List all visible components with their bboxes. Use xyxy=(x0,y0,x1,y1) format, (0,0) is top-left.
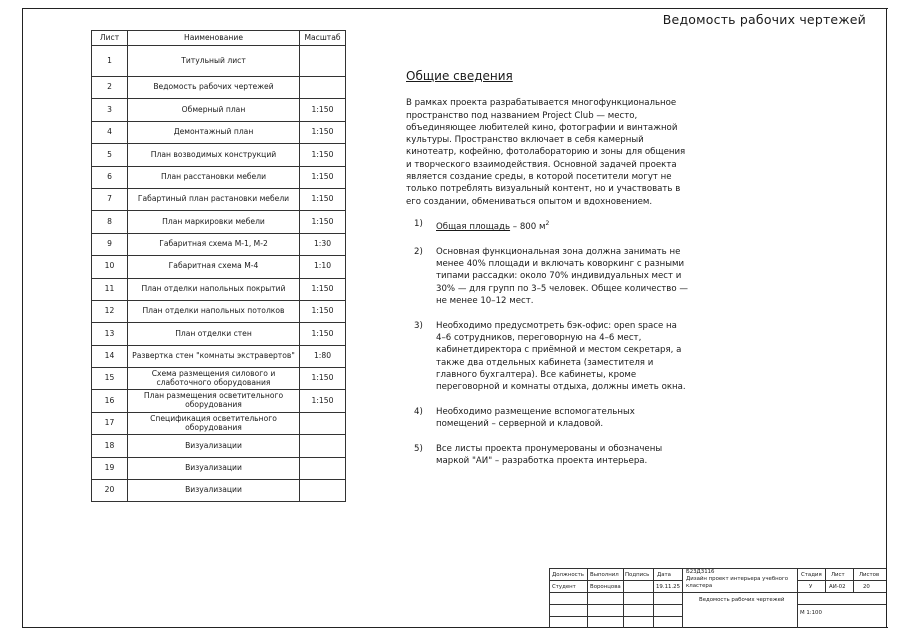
requirement-item xyxy=(406,246,688,307)
table-row xyxy=(92,457,346,479)
requirement-text: Необходимо размещение вспомогательных помещений – серверной и кладовой. xyxy=(436,406,635,430)
general-info xyxy=(406,70,688,480)
title-block-code: Б23Д3116 xyxy=(686,569,715,575)
title-block-role: Студент xyxy=(552,584,576,590)
sheet-number: 9 xyxy=(92,233,128,255)
title-block-performer: Воронцова xyxy=(590,584,621,590)
header-scale: Масштаб xyxy=(300,31,346,46)
sheet-name: Титульный лист xyxy=(128,46,300,77)
sheet-number: 17 xyxy=(92,412,128,434)
sheet-name: Габаритная схема М-1, М-2 xyxy=(128,233,300,255)
sheet-name: План расстановки мебели xyxy=(128,166,300,188)
title-block-line xyxy=(853,568,854,592)
drawing-frame-right-edge xyxy=(886,8,887,628)
title-block-role-header: Должность xyxy=(552,572,584,578)
title-block-line xyxy=(549,592,682,593)
title-block-date-header: Дата xyxy=(657,572,671,578)
sheet-number: 4 xyxy=(92,121,128,143)
title-block-sheets: 20 xyxy=(863,584,870,590)
sheet-scale: 1:150 xyxy=(300,144,346,166)
drawings-table-body xyxy=(92,46,346,502)
sheet-name: Демонтажный план xyxy=(128,121,300,143)
table-row xyxy=(92,233,346,255)
requirement-text: Основная функциональная зона должна занимать не менее 40% площади и включать коворкинг с разными типами рассадки: около 70% индивидуальных мест и 30% — для групп по 3–5 человек. Общее количество — не менее 10–12 мест. xyxy=(436,246,688,306)
sheet-number: 7 xyxy=(92,188,128,210)
sheet-number: 2 xyxy=(92,77,128,99)
sheet-number: 19 xyxy=(92,457,128,479)
sheet-number: 5 xyxy=(92,144,128,166)
sheet-scale xyxy=(300,77,346,99)
title-block-sheets-header: Листов xyxy=(859,572,880,578)
sheet-name: План возводимых конструкций xyxy=(128,144,300,166)
drawings-table xyxy=(91,30,346,502)
sheet-number: 15 xyxy=(92,368,128,390)
title-block-line xyxy=(549,604,682,605)
title-block-line xyxy=(587,568,588,628)
sheet-scale: 1:150 xyxy=(300,99,346,121)
title-block-project: Дизайн проект интерьера учебного кластера xyxy=(686,576,789,589)
sheet-name: Визуализации xyxy=(128,480,300,502)
table-row xyxy=(92,412,346,434)
sheet-number: 20 xyxy=(92,480,128,502)
sheet-scale: 1:80 xyxy=(300,345,346,367)
title-block-date: 19.11.25 xyxy=(656,584,681,590)
title-block-line xyxy=(549,616,682,617)
requirement-number: 4) xyxy=(414,406,423,417)
table-row xyxy=(92,144,346,166)
sheet-scale: 1:150 xyxy=(300,323,346,345)
sheet-name: Визуализации xyxy=(128,457,300,479)
title-block-sheet-name: Ведомость рабочих чертежей xyxy=(699,597,785,603)
requirement-number: 5) xyxy=(414,443,423,454)
sheet-number: 10 xyxy=(92,256,128,278)
sheet-scale xyxy=(300,46,346,77)
title-block-stage-header: Стадия xyxy=(801,572,822,578)
sheet-name: Схема размещения силового и слаботочного оборудования xyxy=(128,368,300,390)
sheet-scale: 1:10 xyxy=(300,256,346,278)
requirement-number: 1) xyxy=(414,218,423,229)
table-row xyxy=(92,300,346,322)
table-row xyxy=(92,390,346,412)
title-block-sheet-header: Лист xyxy=(831,572,845,578)
sheet-scale: 1:150 xyxy=(300,368,346,390)
table-row xyxy=(92,121,346,143)
table-row xyxy=(92,77,346,99)
title-block-line xyxy=(797,568,798,628)
sheet-scale: 1:150 xyxy=(300,188,346,210)
sheet-scale: 1:150 xyxy=(300,121,346,143)
sheet-scale xyxy=(300,480,346,502)
table-row xyxy=(92,368,346,390)
sheet-name: Визуализации xyxy=(128,435,300,457)
table-row xyxy=(92,211,346,233)
title-block-stage: У xyxy=(809,584,813,590)
sheet-number: 16 xyxy=(92,390,128,412)
sheet-scale: 1:150 xyxy=(300,300,346,322)
title-block-line xyxy=(825,568,826,592)
title-block-line xyxy=(797,604,886,605)
title-block-line xyxy=(682,568,683,628)
title-block xyxy=(549,568,886,628)
sheet-name: Развертка стен "комнаты экстравертов" xyxy=(128,345,300,367)
requirement-text: Все листы проекта пронумерованы и обозначены маркой "АИ" – разработка проекта интерьера. xyxy=(436,443,663,467)
table-row xyxy=(92,188,346,210)
sheet-scale: 1:150 xyxy=(300,278,346,300)
sheet-scale: 1:30 xyxy=(300,233,346,255)
sheet-number: 3 xyxy=(92,99,128,121)
table-row xyxy=(92,345,346,367)
requirement-superscript: 2 xyxy=(545,219,550,227)
requirement-number: 2) xyxy=(414,246,423,257)
table-row xyxy=(92,323,346,345)
sheet-name: Спецификация осветительного оборудования xyxy=(128,412,300,434)
sheet-number: 13 xyxy=(92,323,128,345)
general-info-intro: В рамках проекта разрабатывается многофункциональное пространство под названием Project Club — место, объединяющее любителей кино, фотографии и винтажной культуры. Пространство включает в себя камерный кинотеатр, кофейню, фотолабораторию и зоны для общения и творческого взаимодействия. Основной задачей проекта является создание среды, в которой посетители могут не только потреблять визуальный контент, но и участвовать в его создании, обмениваться опытом и вдохновением. xyxy=(406,98,686,207)
sheet-name: План отделки напольных потолков xyxy=(128,300,300,322)
sheet-scale xyxy=(300,457,346,479)
requirement-number: 3) xyxy=(414,320,423,331)
sheet-name: Обмерный план xyxy=(128,99,300,121)
title-block-line xyxy=(653,568,654,628)
sheet-name: План отделки стен xyxy=(128,323,300,345)
drawings-table-header-row xyxy=(92,31,346,46)
sheet-name: Габартиный план растановки мебели xyxy=(128,188,300,210)
sheet-header: Ведомость рабочих чертежей xyxy=(662,12,866,27)
table-row xyxy=(92,46,346,77)
sheet-number: 18 xyxy=(92,435,128,457)
sheet-name: Ведомость рабочих чертежей xyxy=(128,77,300,99)
sheet-scale: 1:150 xyxy=(300,390,346,412)
sheet-scale: 1:150 xyxy=(300,211,346,233)
sheet-number: 6 xyxy=(92,166,128,188)
sheet-number: 1 xyxy=(92,46,128,77)
table-row xyxy=(92,99,346,121)
requirement-item xyxy=(406,320,688,394)
requirement-label: Общая площадь xyxy=(436,221,511,232)
sheet-name: План размещения осветительного оборудования xyxy=(128,390,300,412)
sheet-number: 12 xyxy=(92,300,128,322)
requirement-item xyxy=(406,443,688,468)
requirement-text: Необходимо предусмотреть бэк-офис: open space на 4–6 сотрудников, переговорную на 4–6 мест, кабинетдиректора с приёмной и местом секретаря, а также два отдельных кабинета (заместителя и главного бухгалтера). Все кабинеты, кроме переговорной и комнаты отдыха, должны иметь окна. xyxy=(436,320,686,393)
requirements-list xyxy=(406,218,688,468)
sheet-scale xyxy=(300,435,346,457)
header-name: Наименование xyxy=(128,31,300,46)
sheet-number: 14 xyxy=(92,345,128,367)
title-block-line xyxy=(682,592,886,593)
sheet-name: План отделки напольных покрытий xyxy=(128,278,300,300)
title-block-signature-header: Подпись xyxy=(625,572,650,578)
table-row xyxy=(92,435,346,457)
sheet-name: Габаритная схема М-4 xyxy=(128,256,300,278)
title-block-line xyxy=(797,580,886,581)
general-info-heading: Общие сведения xyxy=(406,69,513,83)
requirement-item xyxy=(406,406,688,431)
sheet-scale: 1:150 xyxy=(300,166,346,188)
table-row xyxy=(92,256,346,278)
table-row xyxy=(92,166,346,188)
sheet-number: 11 xyxy=(92,278,128,300)
sheet-number: 8 xyxy=(92,211,128,233)
table-row xyxy=(92,278,346,300)
sheet-name: План маркировки мебели xyxy=(128,211,300,233)
sheet-scale xyxy=(300,412,346,434)
table-row xyxy=(92,480,346,502)
title-block-performer-header: Выполнил xyxy=(590,572,619,578)
requirement-text: – 800 м xyxy=(510,221,546,232)
requirement-item xyxy=(406,218,688,233)
title-block-scale: М 1:100 xyxy=(800,610,822,616)
title-block-sheet: АИ-02 xyxy=(829,584,846,590)
title-block-line xyxy=(549,580,682,581)
header-sheet-number: Лист xyxy=(92,31,128,46)
title-block-line xyxy=(623,568,624,628)
